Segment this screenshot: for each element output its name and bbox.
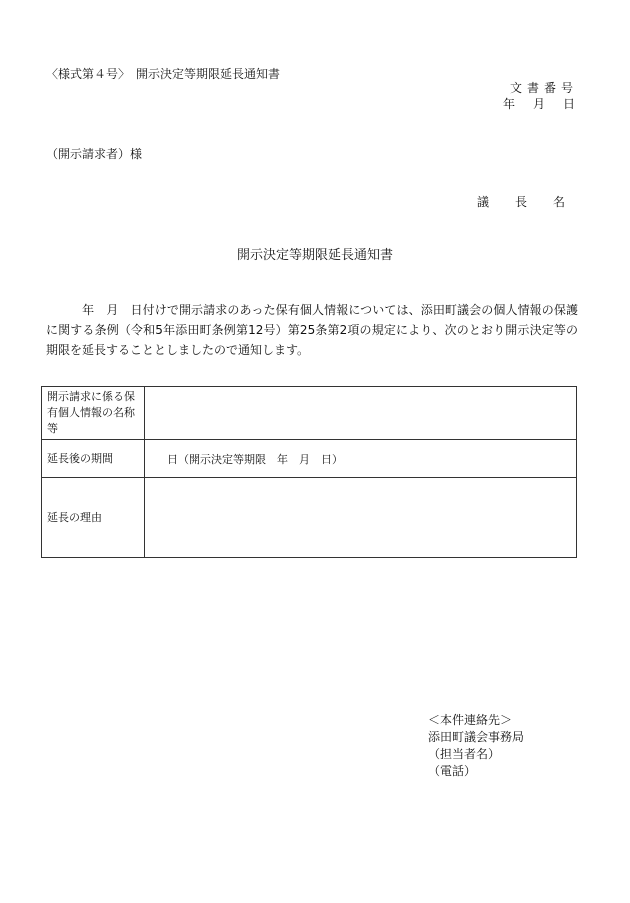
row-label-info-name: 開示請求に係る保有個人情報の名称等 [42,387,145,440]
contact-person: （担当者名） [428,747,501,761]
document-title: 開示決定等期限延長通知書 [236,248,393,263]
table-row [42,440,577,478]
contact-phone: （電話） [428,764,477,778]
body-paragraph [46,300,578,360]
document-date: 年 月 日 [502,97,578,111]
form-label: 〈様式第４号〉 開示決定等期限延長通知書 [46,67,281,81]
document-number: 文書番号 [509,81,578,95]
row-label-extended-period: 延長後の期間 [42,440,145,478]
contact-office: 添田町議会事務局 [428,730,525,744]
info-table [41,386,577,558]
contact-heading: ＜本件連絡先＞ [428,713,513,727]
addressee: （開示請求者）様 [46,147,143,161]
table-row [42,478,577,558]
chair-name: 議 長 名 [476,195,572,209]
row-value-extended-period: 日（開示決定等期限 年 月 日） [145,440,577,478]
row-value-info-name [145,387,577,440]
row-label-extension-reason: 延長の理由 [42,478,145,558]
body-text: 年 月 日付けで開示請求のあった保有個人情報については、添田町議会の個人情報の保護に関する条例（令和5年添田町条例第12号）第25条第2項の規定により、次のとおり開示決定等の期限を延長することとしましたので通知します。 [46,303,578,357]
contact-block [428,712,524,780]
row-value-extension-reason [145,478,577,558]
table-row [42,387,577,440]
